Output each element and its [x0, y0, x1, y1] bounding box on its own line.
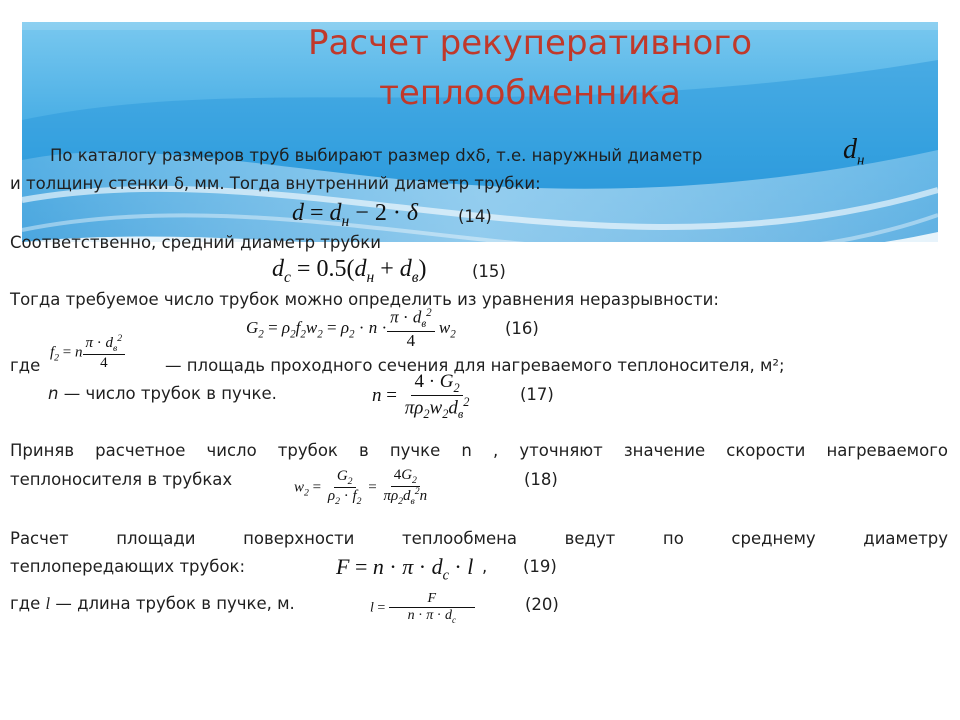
equation-number-16: (16)	[505, 319, 539, 338]
continuity-text: Тогда требуемое число трубок можно определить из уравнения неразрывности:	[10, 290, 719, 309]
heat-surface-line1: Расчет площади поверхности теплообмена ведут по среднему диаметру	[10, 529, 948, 548]
tube-count-line	[48, 383, 277, 405]
equation-number-14: (14)	[458, 207, 492, 226]
catalog-paragraph-line1: По каталогу размеров труб выбирают размер dxδ, т.е. наружный диаметр	[50, 146, 703, 165]
equation-number-15: (15)	[472, 262, 506, 281]
flow-area-description: — площадь проходного сечения для нагреваемого теплоносителя, м²;	[165, 356, 785, 375]
refine-velocity-line2: теплоносителя в трубках	[10, 470, 233, 489]
tube-length-description: — длина трубок в пучке, м.	[55, 594, 295, 613]
equation-number-20: (20)	[525, 595, 559, 614]
refine-velocity-line1: Приняв расчетное число трубок в пучке n , уточняют значение скорости нагреваемого	[10, 441, 948, 460]
tube-count-var: n	[48, 384, 59, 403]
where-label-1: где	[10, 356, 41, 375]
mean-diameter-text: Соответственно, средний диаметр трубки	[10, 233, 382, 252]
formula-velocity: $w_2$ = $\frac{G_2}{\rho_2 \cdot f_2}$ = $\frac{4G_2}{\pi\rho_2d_в^2n}$	[294, 467, 428, 508]
slide-title-line1: Расчет рекуперативного	[307, 23, 752, 63]
formula-tube-length: l = $\frac{F}{n \cdot \pi \cdot d_c}$	[370, 592, 475, 624]
slide-title-line2: теплообменника	[379, 73, 681, 113]
tube-length-var: l	[45, 594, 51, 613]
catalog-paragraph-line2: и толщину стенки δ, мм. Тогда внутренний диаметр трубки:	[10, 174, 541, 193]
formula-continuity: $G_2 = \rho_2f_2w_2 = \rho_2 \cdot n$ · $\frac{\pi \cdot d_в^2}{4}$ $w_2$	[246, 307, 456, 350]
formula-flow-area: $f_2 = n$ $\frac{\pi \cdot d_в^2}{4}$	[50, 334, 125, 372]
tube-length-line	[10, 593, 295, 615]
equation-number-17: (17)	[520, 385, 554, 404]
where-label-2: где	[10, 594, 41, 613]
equation-comma-19: ,	[482, 557, 488, 576]
equation-number-18: (18)	[524, 470, 558, 489]
formula-heat-surface: $F = n \cdot \pi \cdot d_c \cdot l$	[336, 554, 474, 584]
formula-inner-diameter: $d = d_н - 2 \cdot \delta$	[292, 200, 418, 230]
formula-tube-count: n = $\frac{4 \cdot G_2}{\pi\rho_2w_2d_в^2}$	[372, 371, 470, 421]
tube-count-description: — число трубок в пучке.	[63, 384, 277, 403]
outer-diameter-symbol: $d_н$	[843, 134, 865, 169]
equation-number-19: (19)	[523, 557, 557, 576]
heat-surface-line2: теплопередающих трубок:	[10, 557, 246, 576]
formula-mean-diameter: $d_c = 0.5(d_н + d_в)$	[272, 256, 427, 286]
slide-title	[200, 18, 860, 118]
